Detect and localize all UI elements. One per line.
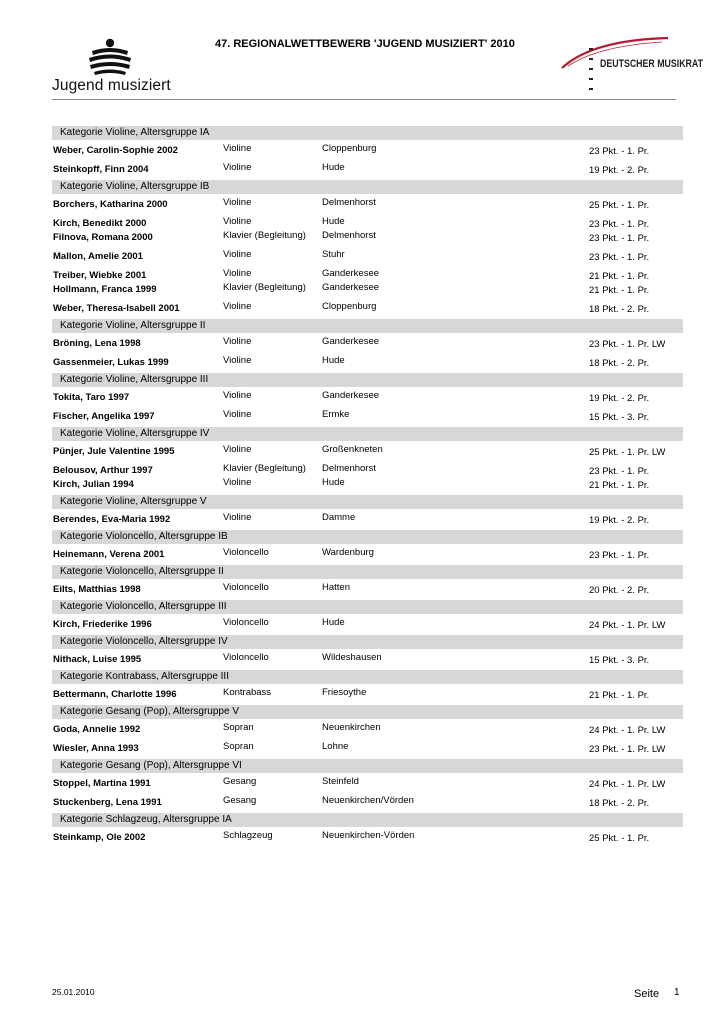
participant-name: Tokita, Taro 1997 [53,392,130,403]
instrument: Violoncello [223,582,269,593]
result: 24 Pkt. - 1. Pr. LW [589,620,666,631]
city: Delmenhorst [322,230,376,241]
city: Cloppenburg [322,143,377,154]
city: Damme [322,512,356,523]
participant-name: Kirch, Friederike 1996 [53,619,152,630]
result-group [52,300,683,314]
instrument: Violoncello [223,617,269,628]
footer-date: 25.01.2010 [52,987,95,997]
participant-name: Bröning, Lena 1998 [53,338,141,349]
instrument: Sopran [223,741,254,752]
result: 20 Pkt. - 2. Pr. [589,585,650,596]
result: 18 Pkt. - 2. Pr. [589,358,650,369]
table-row [52,335,683,349]
instrument: Violine [223,143,252,154]
table-row [52,651,683,665]
header-divider [52,99,676,100]
participant-name: Fischer, Angelika 1997 [53,411,155,422]
participant-name: Bettermann, Charlotte 1996 [53,689,177,700]
participant-name: Steinkopff, Finn 2004 [53,164,149,175]
city: Großenkneten [322,444,383,455]
city: Delmenhorst [322,463,376,474]
table-row [52,389,683,403]
result: 23 Pkt. - 1. Pr. [589,233,650,244]
instrument: Gesang [223,795,257,806]
category-header: Kategorie Schlagzeug, Altersgruppe IA [52,813,683,827]
participant-name: Belousov, Arthur 1997 [53,465,153,476]
table-row [52,721,683,735]
result-group [52,721,683,735]
result-group [52,616,683,630]
city: Steinfeld [322,776,359,787]
table-row [52,142,683,156]
city: Stuhr [322,249,345,260]
instrument: Schlagzeug [223,830,273,841]
table-row [52,215,683,229]
category-header: Kategorie Violine, Altersgruppe III [52,373,683,387]
result: 23 Pkt. - 1. Pr. [589,219,650,230]
city: Ganderkesee [322,336,380,347]
logo-text: Jugend musiziert [52,77,171,94]
result-group [52,267,683,295]
table-row [52,616,683,630]
city: Lohne [322,741,349,752]
results-list [52,126,683,843]
result: 15 Pkt. - 3. Pr. [589,412,650,423]
city: Ganderkesee [322,268,380,279]
participant-name: Goda, Annelie 1992 [53,724,141,735]
participant-name: Gassenmeier, Lukas 1999 [53,357,169,368]
table-row [52,511,683,525]
table-row [52,161,683,175]
category-header: Kategorie Violoncello, Altersgruppe IB [52,530,683,544]
instrument: Violine [223,355,252,366]
city: Neuenkirchen [322,722,381,733]
participant-name: Stuckenberg, Lena 1991 [53,797,162,808]
table-row [52,686,683,700]
result: 25 Pkt. - 1. Pr. [589,200,650,211]
instrument: Gesang [223,776,257,787]
result-group [52,462,683,490]
participant-name: Berendes, Eva-Maria 1992 [53,514,171,525]
city: Cloppenburg [322,301,377,312]
participant-name: Mallon, Amelie 2001 [53,251,143,262]
result: 25 Pkt. - 1. Pr. LW [589,447,666,458]
result: 23 Pkt. - 1. Pr. LW [589,744,666,755]
city: Ermke [322,409,350,420]
table-row [52,476,683,490]
result: 15 Pkt. - 3. Pr. [589,655,650,666]
result-group [52,794,683,808]
category-header: Kategorie Violoncello, Altersgruppe II [52,565,683,579]
category-header: Kategorie Violine, Altersgruppe IV [52,427,683,441]
city: Wildeshausen [322,652,382,663]
table-row [52,546,683,560]
logo-text-musikrat: DEUTSCHER MUSIKRAT [600,58,703,70]
city: Hude [322,617,345,628]
table-row [52,829,683,843]
city: Neuenkirchen-Vörden [322,830,415,841]
instrument: Violine [223,444,252,455]
category-header: Kategorie Gesang (Pop), Altersgruppe V [52,705,683,719]
result-group [52,829,683,843]
category-header: Kategorie Gesang (Pop), Altersgruppe VI [52,759,683,773]
category-header: Kategorie Violoncello, Altersgruppe III [52,600,683,614]
result-group [52,546,683,560]
instrument: Violine [223,162,252,173]
result-group [52,651,683,665]
table-row [52,408,683,422]
city: Delmenhorst [322,197,376,208]
table-row [52,775,683,789]
result: 24 Pkt. - 1. Pr. LW [589,779,666,790]
page-title: 47. REGIONALWETTBEWERB 'JUGEND MUSIZIERT' 2010 [215,38,515,50]
page-label: Seite [634,988,660,1000]
instrument: Violine [223,268,252,279]
result: 19 Pkt. - 2. Pr. [589,515,650,526]
instrument: Violine [223,390,252,401]
result: 18 Pkt. - 2. Pr. [589,304,650,315]
participant-name: Borchers, Katharina 2000 [53,199,168,210]
instrument: Violine [223,216,252,227]
instrument: Sopran [223,722,254,733]
instrument: Kontrabass [223,687,272,698]
table-row [52,267,683,281]
result-group [52,196,683,210]
instrument: Violine [223,249,252,260]
table-row [52,740,683,754]
city: Hude [322,355,345,366]
table-row [52,443,683,457]
result-group [52,775,683,789]
participant-name: Filnova, Romana 2000 [53,232,153,243]
table-row [52,281,683,295]
table-row [52,354,683,368]
category-header: Kategorie Violine, Altersgruppe II [52,319,683,333]
instrument: Violine [223,409,252,420]
result: 25 Pkt. - 1. Pr. [589,833,650,844]
participant-name: Kirch, Julian 1994 [53,479,134,490]
result: 19 Pkt. - 2. Pr. [589,165,650,176]
participant-name: Wiesler, Anna 1993 [53,743,139,754]
instrument: Klavier (Begleitung) [223,282,306,293]
result-group [52,215,683,243]
table-row [52,300,683,314]
participant-name: Pünjer, Jule Valentine 1995 [53,446,175,457]
city: Hude [322,162,345,173]
instrument: Violine [223,477,252,488]
city: Wardenburg [322,547,374,558]
result: 23 Pkt. - 1. Pr. [589,550,650,561]
city: Hude [322,477,345,488]
participant-name: Hollmann, Franca 1999 [53,284,157,295]
table-row [52,248,683,262]
participant-name: Stoppel, Martina 1991 [53,778,151,789]
instrument: Violine [223,197,252,208]
result-group [52,581,683,595]
participant-name: Weber, Carolin-Sophie 2002 [53,145,178,156]
participant-name: Heinemann, Verena 2001 [53,549,165,560]
result: 19 Pkt. - 2. Pr. [589,393,650,404]
result-group [52,740,683,754]
table-row [52,794,683,808]
table-row [52,229,683,243]
city: Hatten [322,582,350,593]
participant-name: Nithack, Luise 1995 [53,654,142,665]
result-group [52,686,683,700]
result: 21 Pkt. - 1. Pr. [589,271,650,282]
category-header: Kategorie Violine, Altersgruppe IB [52,180,683,194]
result: 18 Pkt. - 2. Pr. [589,798,650,809]
city: Ganderkesee [322,282,380,293]
instrument: Violine [223,336,252,347]
category-header: Kategorie Violine, Altersgruppe V [52,495,683,509]
result: 23 Pkt. - 1. Pr. [589,146,650,157]
result-group [52,389,683,403]
table-row [52,196,683,210]
page-number: 1 [674,987,680,998]
result: 23 Pkt. - 1. Pr. [589,466,650,477]
result-group [52,248,683,262]
result: 23 Pkt. - 1. Pr. LW [589,339,666,350]
category-header: Kategorie Violine, Altersgruppe IA [52,126,683,140]
participant-name: Eilts, Matthias 1998 [53,584,141,595]
result-group [52,335,683,349]
result: 23 Pkt. - 1. Pr. [589,252,650,263]
participant-name: Steinkamp, Ole 2002 [53,832,146,843]
table-row [52,581,683,595]
participant-name: Kirch, Benedikt 2000 [53,218,147,229]
category-header: Kategorie Kontrabass, Altersgruppe III [52,670,683,684]
result-group [52,354,683,368]
city: Ganderkesee [322,390,380,401]
city: Friesoythe [322,687,367,698]
result-group [52,142,683,156]
participant-name: Weber, Theresa-Isabell 2001 [53,303,180,314]
city: Neuenkirchen/Vörden [322,795,414,806]
instrument: Violoncello [223,652,269,663]
result-group [52,408,683,422]
instrument: Violine [223,512,252,523]
table-row [52,462,683,476]
category-header: Kategorie Violoncello, Altersgruppe IV [52,635,683,649]
result: 21 Pkt. - 1. Pr. [589,285,650,296]
instrument: Violine [223,301,252,312]
result: 21 Pkt. - 1. Pr. [589,480,650,491]
result-group [52,511,683,525]
city: Hude [322,216,345,227]
instrument: Klavier (Begleitung) [223,463,306,474]
instrument: Violoncello [223,547,269,558]
result-group [52,443,683,457]
result: 21 Pkt. - 1. Pr. [589,690,650,701]
instrument: Klavier (Begleitung) [223,230,306,241]
participant-name: Treiber, Wiebke 2001 [53,270,147,281]
result: 24 Pkt. - 1. Pr. LW [589,725,666,736]
result-group [52,161,683,175]
